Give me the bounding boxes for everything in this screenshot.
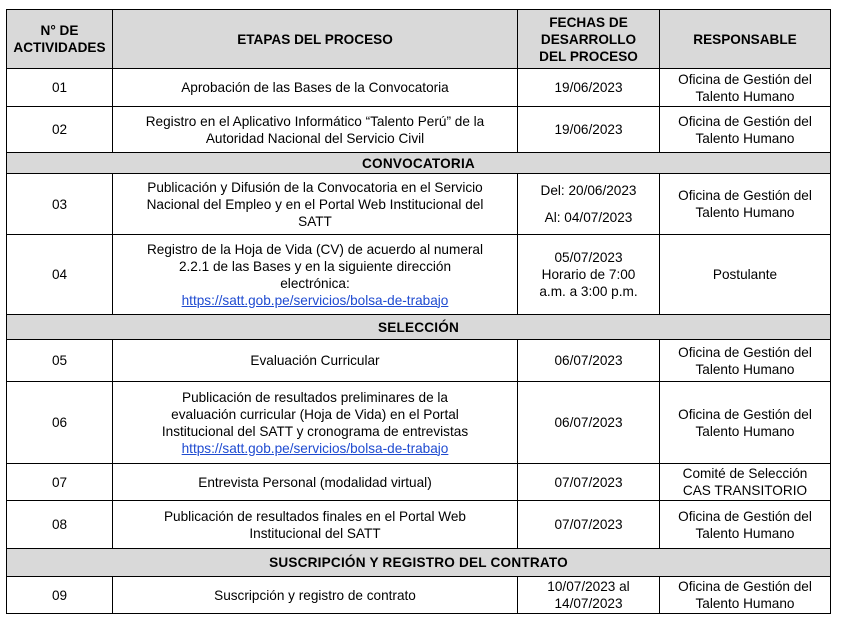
row-num: 07: [7, 464, 113, 501]
row-responsable: Oficina de Gestión del Talento Humano: [660, 340, 831, 382]
row-fecha: 07/07/2023: [518, 464, 660, 501]
row-fecha: 05/07/2023 Horario de 7:00 a.m. a 3:00 p.m.: [518, 235, 660, 315]
row-num: 08: [7, 501, 113, 549]
row-num: 05: [7, 340, 113, 382]
table-row: [7, 501, 831, 549]
row-responsable: Oficina de Gestión del Talento Humano: [660, 69, 831, 107]
section-row: [7, 549, 831, 577]
row-responsable: Comité de Selección CAS TRANSITORIO: [660, 464, 831, 501]
header-etapas: ETAPAS DEL PROCESO: [113, 10, 518, 69]
table-row: [7, 69, 831, 107]
schedule-table-container: [6, 9, 830, 614]
row-fecha: Del: 20/06/2023 Al: 04/07/2023: [518, 174, 660, 235]
row-etapa: Suscripción y registro de contrato: [113, 577, 518, 614]
section-title: CONVOCATORIA: [7, 153, 831, 174]
row-fecha: 07/07/2023: [518, 501, 660, 549]
row-num: 09: [7, 577, 113, 614]
section-row: [7, 315, 831, 340]
row-etapa: Entrevista Personal (modalidad virtual): [113, 464, 518, 501]
section-row: [7, 153, 831, 174]
row-etapa: Publicación de resultados finales en el Portal Web Institucional del SATT: [113, 501, 518, 549]
row-fecha: 10/07/2023 al 14/07/2023: [518, 577, 660, 614]
table-row: [7, 174, 831, 235]
table-row: [7, 235, 831, 315]
table-row: [7, 340, 831, 382]
bolsa-de-trabajo-link[interactable]: https://satt.gob.pe/servicios/bolsa-de-trabajo: [181, 292, 449, 308]
row-responsable: Postulante: [660, 235, 831, 315]
row-etapa: Publicación y Difusión de la Convocatoria en el Servicio Nacional del Empleo y en el Portal Web Institucional del SATT: [113, 174, 518, 235]
row-num: 06: [7, 382, 113, 464]
section-title: SELECCIÓN: [7, 315, 831, 340]
section-title: SUSCRIPCIÓN Y REGISTRO DEL CONTRATO: [7, 549, 831, 577]
table-row: [7, 107, 831, 153]
table-row: [7, 577, 831, 614]
header-responsable: RESPONSABLE: [660, 10, 831, 69]
schedule-table: [6, 9, 831, 614]
row-responsable: Oficina de Gestión del Talento Humano: [660, 501, 831, 549]
row-fecha: 06/07/2023: [518, 340, 660, 382]
row-responsable: Oficina de Gestión del Talento Humano: [660, 174, 831, 235]
row-num: 03: [7, 174, 113, 235]
row-fecha: 19/06/2023: [518, 69, 660, 107]
row-etapa: Aprobación de las Bases de la Convocatoria: [113, 69, 518, 107]
row-etapa: Registro de la Hoja de Vida (CV) de acuerdo al numeral 2.2.1 de las Bases y en la siguiente dirección electrónica: https://satt.gob.pe/servicios/bolsa-de-trabajo: [113, 235, 518, 315]
row-responsable: Oficina de Gestión del Talento Humano: [660, 107, 831, 153]
row-fecha: 19/06/2023: [518, 107, 660, 153]
header-fechas: FECHAS DE DESARROLLO DEL PROCESO: [518, 10, 660, 69]
header-row: [7, 10, 831, 69]
row-num: 01: [7, 69, 113, 107]
row-fecha: 06/07/2023: [518, 382, 660, 464]
row-responsable: Oficina de Gestión del Talento Humano: [660, 577, 831, 614]
row-etapa: Evaluación Curricular: [113, 340, 518, 382]
row-etapa: Registro en el Aplicativo Informático “Talento Perú” de la Autoridad Nacional del Servicio Civil: [113, 107, 518, 153]
header-num: N° DE ACTIVIDADES: [7, 10, 113, 69]
row-responsable: Oficina de Gestión del Talento Humano: [660, 382, 831, 464]
row-etapa: Publicación de resultados preliminares de la evaluación curricular (Hoja de Vida) en el Portal Institucional del SATT y cronograma de entrevistas https://satt.gob.pe/servicios/bolsa-de-trabajo: [113, 382, 518, 464]
table-row: [7, 464, 831, 501]
row-num: 04: [7, 235, 113, 315]
bolsa-de-trabajo-link[interactable]: https://satt.gob.pe/servicios/bolsa-de-trabajo: [181, 440, 449, 456]
table-row: [7, 382, 831, 464]
row-num: 02: [7, 107, 113, 153]
